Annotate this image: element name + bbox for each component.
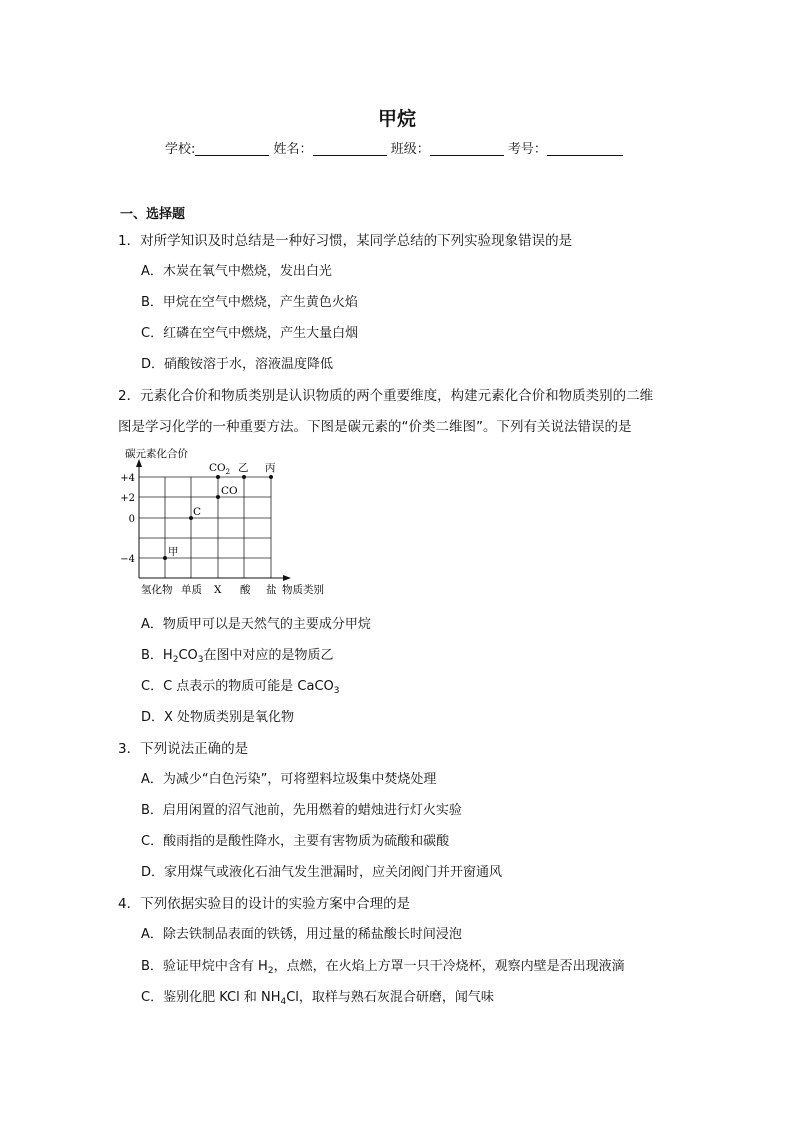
q2-option-d: D．X 处物质类别是氧化物 bbox=[141, 710, 295, 725]
point-jia bbox=[163, 556, 167, 560]
q3-stem: 3．下列说法正确的是 bbox=[118, 741, 249, 757]
q3-option-c: C．酸雨指的是酸性降水，主要有害物质为硫酸和碳酸 bbox=[141, 834, 450, 849]
q3-option-b: B．启用闲置的沼气池前，先用燃着的蜡烛进行灯火实验 bbox=[141, 803, 462, 818]
y-tick-label: +4 bbox=[120, 473, 135, 484]
class-blank[interactable] bbox=[430, 141, 504, 156]
y-axis-arrow-icon bbox=[136, 459, 142, 467]
name-blank[interactable] bbox=[313, 141, 387, 156]
y-axis-label: 碳元素化合价 bbox=[125, 448, 188, 460]
point-label-jia: 甲 bbox=[168, 546, 179, 558]
q1-option-b: B．甲烷在空气中燃烧，产生黄色火焰 bbox=[141, 295, 358, 310]
q2-option-b: B．$H_2CO_3$在图中对应的是物质乙 bbox=[141, 648, 334, 665]
q3-option-d: D．家用煤气或液化石油气发生泄漏时，应关闭阀门并开窗通风 bbox=[141, 865, 503, 880]
q4-option-c: C．鉴别化肥 KCl 和 $NH_4Cl$，取样与熟石灰混合研磨，闻气味 bbox=[141, 990, 494, 1007]
number-label: 考号： bbox=[507, 142, 547, 157]
q1-option-a: A．木炭在氧气中燃烧，发出白光 bbox=[141, 264, 332, 279]
point-label-co2: $CO_2$ bbox=[209, 462, 231, 476]
point-bing bbox=[269, 475, 273, 479]
student-info-line bbox=[165, 138, 623, 157]
section-heading: 一、选择题 bbox=[120, 207, 186, 222]
q1-option-c: C．红磷在空气中燃烧，产生大量白烟 bbox=[141, 326, 359, 341]
page-title: 甲烷 bbox=[377, 108, 416, 130]
point-label-bing: 丙 bbox=[265, 462, 276, 474]
point-label-c: C bbox=[193, 506, 202, 518]
x-tick-label: 酸 bbox=[240, 584, 251, 596]
point-co2 bbox=[216, 475, 220, 479]
q4-option-b: B．验证甲烷中含有 $H_2$，点燃，在火焰上方罩一只干冷烧杯，观察内壁是否出现液滴 bbox=[141, 959, 625, 976]
x-tick-label: 氢化物 bbox=[141, 584, 173, 596]
graph-grid bbox=[139, 477, 271, 578]
q4-stem: 4．下列依据实验目的设计的实验方案中合理的是 bbox=[118, 896, 411, 912]
q2-stem-line1: 2．元素化合价和物质类别是认识物质的两个重要维度，构建元素化合价和物质类别的二维 bbox=[118, 388, 654, 404]
number-blank[interactable] bbox=[547, 141, 623, 156]
y-tick-label: −4 bbox=[120, 554, 135, 565]
class-label: 班级： bbox=[390, 142, 430, 157]
q2-stem-line2: 图是学习化学的一种重要方法。下图是碳元素的“价类二维图”。下列有关说法错误的是 bbox=[118, 419, 632, 435]
point-label-yi: 乙 bbox=[238, 462, 249, 474]
valence-category-graph bbox=[115, 445, 345, 597]
q2-option-a: A．物质甲可以是天然气的主要成分甲烷 bbox=[141, 617, 371, 632]
q4-option-a: A．除去铁制品表面的铁锈，用过量的稀盐酸长时间浸泡 bbox=[141, 927, 462, 942]
q2-option-c: C．C 点表示的物质可能是 CaCO$_3$ bbox=[141, 679, 340, 696]
point-label-co: CO bbox=[221, 485, 238, 497]
school-blank[interactable] bbox=[195, 141, 269, 156]
x-axis-arrow-icon bbox=[283, 575, 291, 581]
y-tick-label: 0 bbox=[128, 514, 135, 525]
x-tick-label: 单质 bbox=[181, 584, 202, 596]
x-tick-label: X bbox=[214, 584, 222, 596]
q1-stem: 1．对所学知识及时总结是一种好习惯，某同学总结的下列实验现象错误的是 bbox=[118, 233, 573, 249]
school-label: 学校: bbox=[165, 142, 196, 157]
q1-option-d: D．硝酸铵溶于水，溶液温度降低 bbox=[141, 357, 334, 372]
point-yi bbox=[242, 475, 246, 479]
x-tick-label: 盐 bbox=[266, 584, 277, 596]
y-tick-label: +2 bbox=[120, 493, 135, 504]
point-co bbox=[216, 495, 220, 499]
q3-option-a: A．为减少“白色污染”，可将塑料垃圾集中焚烧处理 bbox=[141, 772, 437, 787]
name-label: 姓名： bbox=[273, 142, 313, 157]
x-axis-label: 物质类别 bbox=[282, 584, 324, 596]
